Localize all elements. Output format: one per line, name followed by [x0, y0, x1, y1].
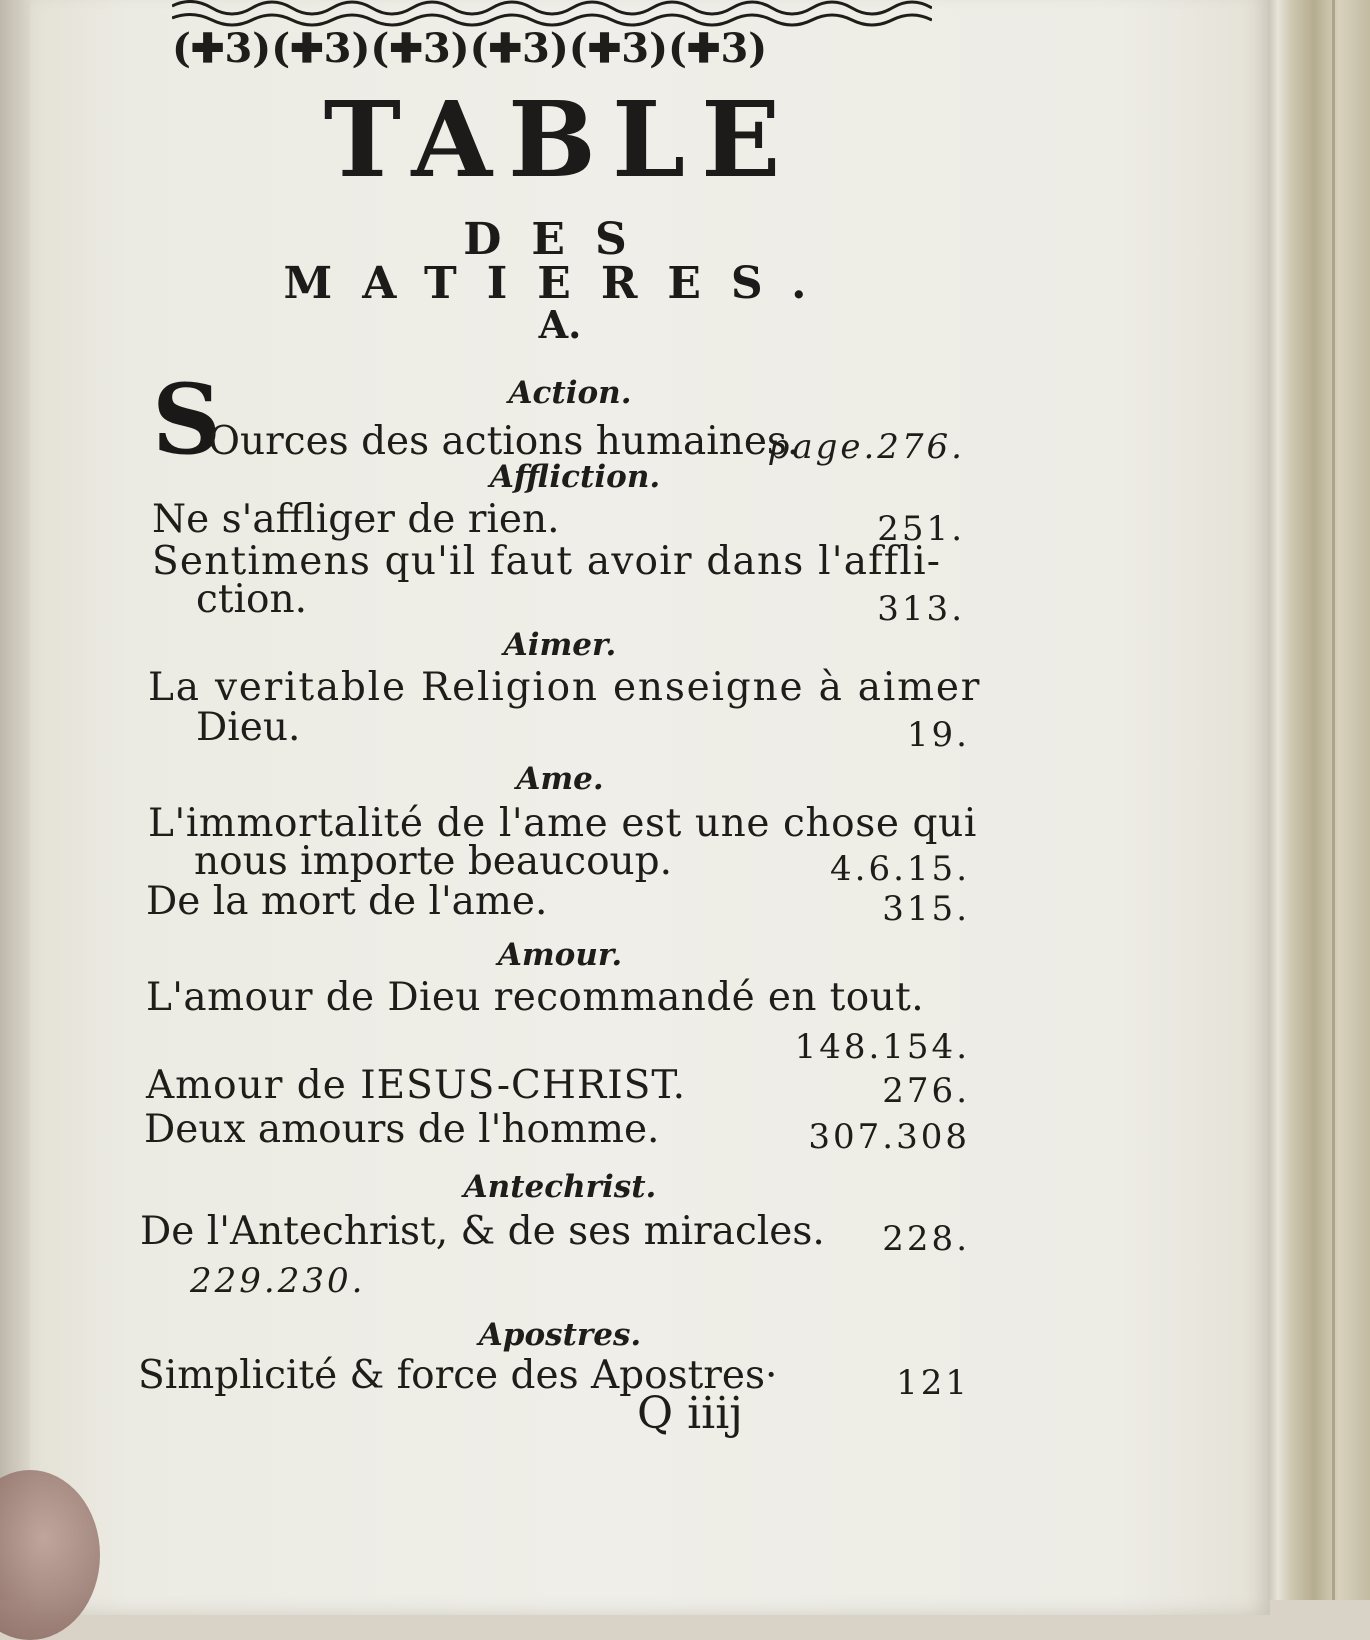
page-reference: 228. [882, 1219, 970, 1259]
page-reference: 4.6.15. [830, 849, 970, 889]
entry-line: La veritable Religion enseigne à aimer [148, 665, 982, 710]
page-reference: page.276. [767, 427, 965, 467]
page-reference: 276. [882, 1071, 970, 1111]
entry-line: De l'Antechrist, & de ses miracles. [140, 1209, 825, 1254]
page-reference: 251. [877, 509, 965, 549]
signature-mark: Q iiij [637, 1388, 743, 1439]
heading-action: Action. [508, 375, 632, 411]
svg-text:(✚3)(✚3)(✚3)(✚3)(✚3)(✚3): (✚3)(✚3)(✚3)(✚3)(✚3)(✚3) [172, 25, 768, 72]
entry-line: L'amour de Dieu recommandé en tout. [146, 975, 925, 1020]
heading-amour: Amour. [497, 937, 623, 973]
entry-line: De la mort de l'ame. [146, 879, 548, 924]
page-reference: 229.230. [190, 1261, 366, 1301]
entry-line: Ources des actions humaines. [208, 419, 800, 464]
entry-line: Dieu. [196, 705, 301, 750]
page-reference: 19. [906, 715, 970, 755]
entry-line: Deux amours de l'homme. [144, 1107, 660, 1152]
heading-antechrist: Antechrist. [463, 1169, 657, 1205]
page-title: TABLE [323, 78, 797, 201]
page-subtitle: DES MATIERES. [283, 214, 837, 309]
entry-line: Simplicité & force des Apostres· [138, 1353, 778, 1398]
heading-ame: Ame. [516, 761, 604, 797]
page-reference: 148.154. [794, 1027, 970, 1067]
heading-aimer: Aimer. [503, 627, 617, 663]
entry-line: nous importe beaucoup. [194, 839, 673, 884]
page-reference: 307.308 [808, 1117, 970, 1157]
page-reference: 315. [882, 889, 970, 929]
entry-line: L'immortalité de l'ame est une chose qui [148, 801, 977, 846]
entry-line: Amour de IESUS-CHRIST. [146, 1063, 687, 1108]
page-reference: 121 [896, 1363, 970, 1403]
entry-line: Sentimens qu'il faut avoir dans l'affli- [152, 539, 942, 584]
heading-apostres: Apostres. [478, 1317, 642, 1353]
entry-line: ction. [196, 577, 307, 622]
heading-affliction: Affliction. [489, 459, 661, 495]
page-reference: 313. [877, 589, 965, 629]
section-letter: A. [538, 302, 582, 347]
drop-cap: S [152, 363, 222, 476]
entry-line: Ne s'affliger de rien. [152, 497, 560, 542]
